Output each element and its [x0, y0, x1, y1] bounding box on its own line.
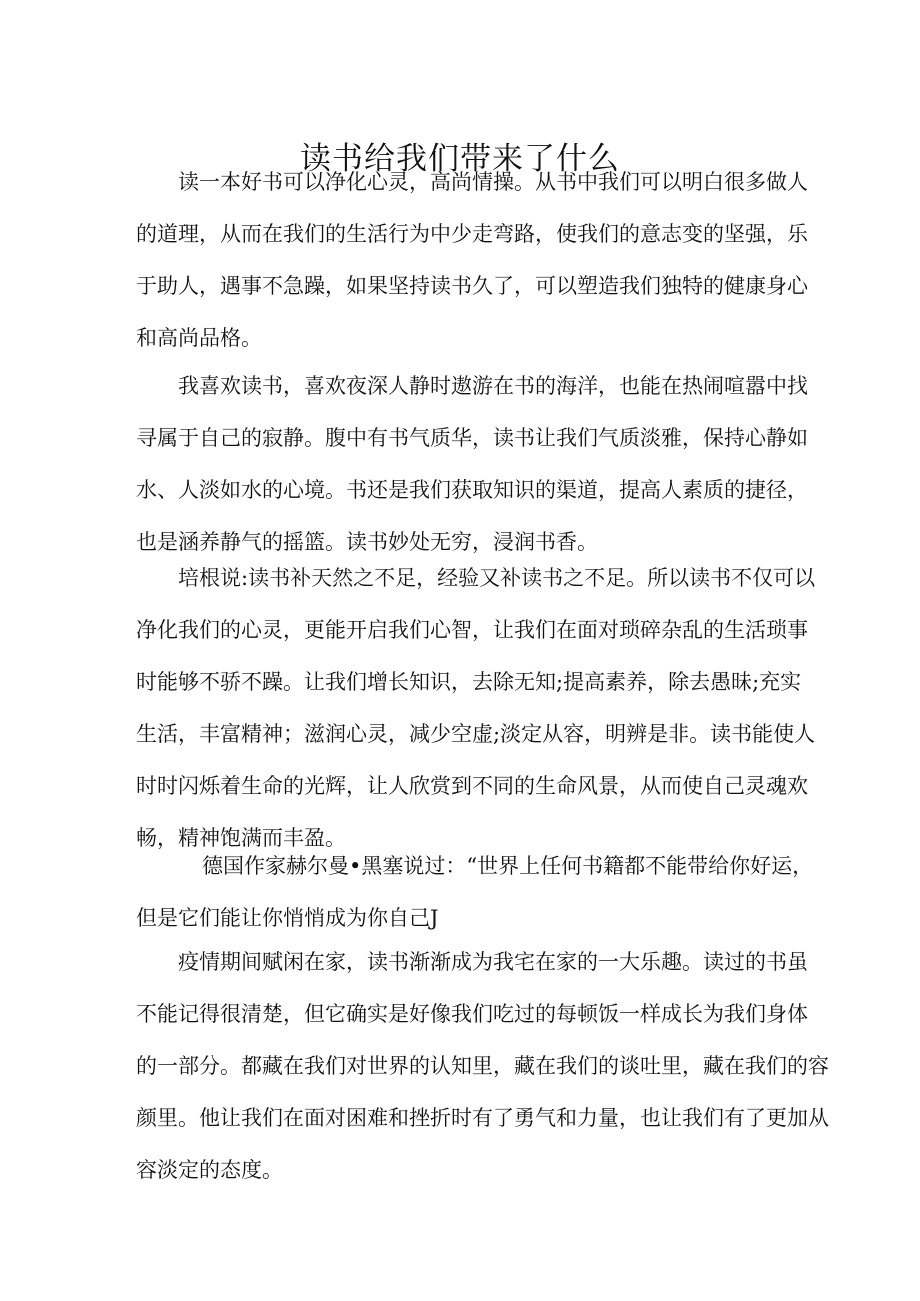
paragraph-line: 水、人淡如水的心境。书还是我们获取知识的渠道，提高人素质的捷径，	[136, 478, 808, 502]
paragraph-line: 的一部分。都藏在我们对世界的认知里，藏在我们的谈吐里，藏在我们的容	[136, 1054, 829, 1078]
paragraph-line: 生活，丰富精神；滋润心灵，减少空虚;淡定从容，明辨是非。读书能使人	[136, 722, 816, 746]
paragraph-2	[136, 360, 808, 568]
paragraph-line: 和高尚品格。	[136, 326, 262, 350]
paragraph-line: 颜里。他让我们在面对困难和挫折时有了勇气和力量，也让我们有了更加从	[136, 1106, 829, 1130]
paragraph-line: 时能够不骄不躁。让我们增长知识，去除无知;提高素养，除去愚昧;充实	[136, 670, 802, 694]
paragraph-line: 的道理，从而在我们的生活行为中少走弯路，使我们的意志变的坚强，乐	[136, 222, 808, 246]
paragraph-line: 我喜欢读书，喜欢夜深人静时遨游在书的海洋，也能在热闹喧嚣中找	[178, 374, 808, 398]
paragraph-line: 容淡定的态度。	[136, 1158, 283, 1182]
paragraph-line: 但是它们能让你悄悄成为你自己J	[136, 906, 439, 930]
paragraph-5	[136, 936, 829, 1196]
paragraph-3	[136, 552, 816, 864]
paragraph-line: 畅，精神饱满而丰盈。	[136, 826, 346, 850]
paragraph-line: 时时闪烁着生命的光辉，让人欣赏到不同的生命风景，从而使自己灵魂欢	[136, 774, 808, 798]
paragraph-line: 读一本好书可以净化心灵，高尚情操。从书中我们可以明白很多做人	[178, 170, 808, 194]
paragraph-line: 疫情期间赋闲在家，读书渐渐成为我宅在家的一大乐趣。读过的书虽	[178, 950, 808, 974]
paragraph-1	[136, 156, 808, 364]
document-title: 读书给我们带来了什么	[300, 140, 620, 177]
paragraph-line: 不能记得很清楚，但它确实是好像我们吃过的每顿饭一样成长为我们身体	[136, 1002, 808, 1026]
paragraph-4-quote	[136, 840, 814, 944]
paragraph-line: 寻属于自己的寂静。腹中有书气质华，读书让我们气质淡雅，保持心静如	[136, 426, 808, 450]
paragraph-line: 也是涵养静气的摇篮。读书妙处无穷，浸润书香。	[136, 530, 598, 554]
paragraph-line: 净化我们的心灵，更能开启我们心智，让我们在面对琐碎杂乱的生活琐事	[136, 618, 808, 642]
paragraph-line: 于助人，遇事不急躁，如果坚持读书久了，可以塑造我们独特的健康身心	[136, 274, 808, 298]
paragraph-line: 德国作家赫尔曼•黑塞说过：“世界上任何书籍都不能带给你好运，	[202, 854, 814, 878]
paragraph-line: 培根说:读书补天然之不足，经验又补读书之不足。所以读书不仅可以	[178, 566, 816, 590]
